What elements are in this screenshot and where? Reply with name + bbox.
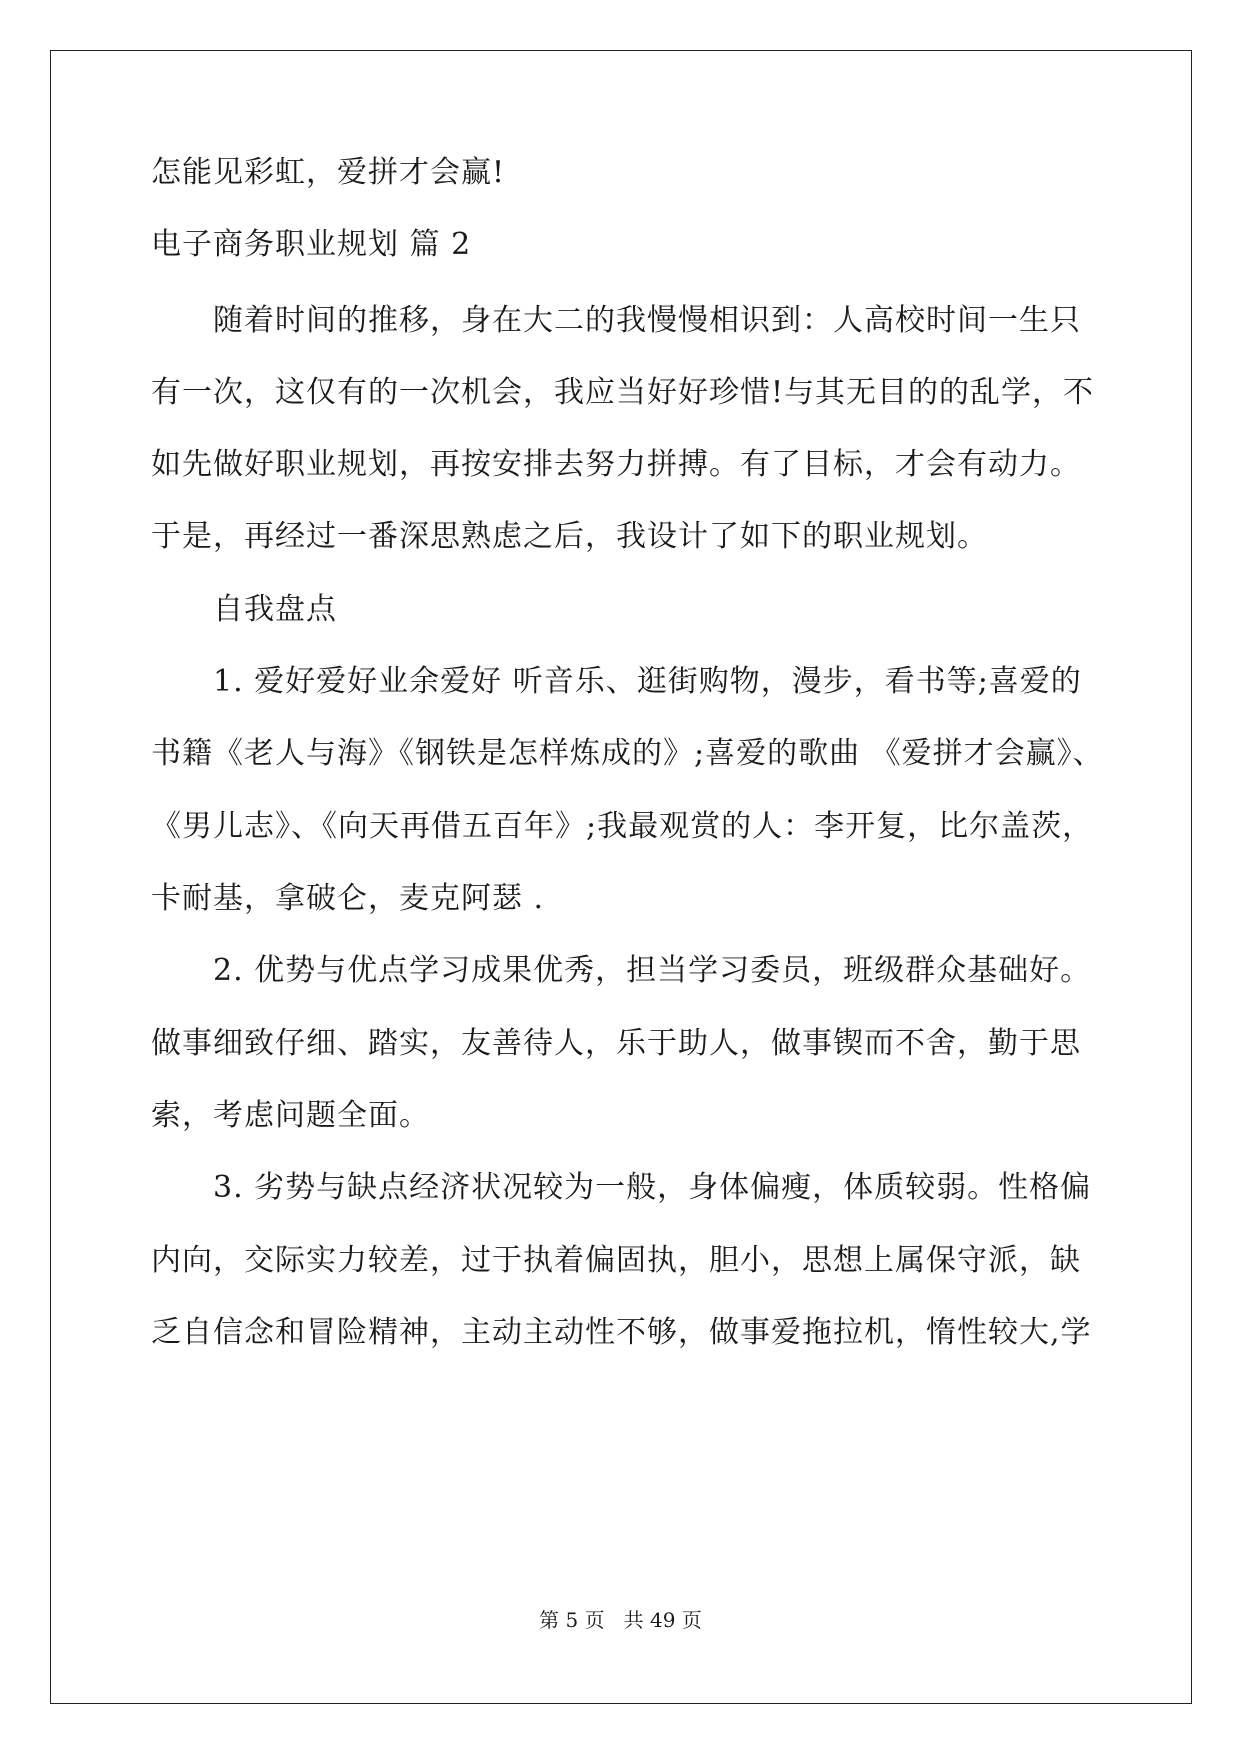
text-line: 卡耐基，拿破仑，麦克阿瑟 . [151, 881, 545, 916]
text-line: 有一次，这仅有的一次机会，我应当好好珍惜!与其无目的的乱学，不 [151, 375, 1095, 410]
text-line: 书籍《老人与海》《钢铁是怎样炼成的》;喜爱的歌曲 《爱拼才会赢》、 [151, 736, 1104, 771]
text-line: 内向，交际实力较差，过于执着偏固执，胆小，思想上属保守派，缺 [151, 1243, 1081, 1278]
page-number: 第 5 页 共 49 页 [539, 1608, 702, 1632]
text-line: 于是，再经过一番深思熟虑之后，我设计了如下的职业规划。 [151, 519, 988, 554]
text-line: 怎能见彩虹，爱拼才会赢! [151, 155, 506, 190]
text-line: 随着时间的推移，身在大二的我慢慢相识到：人高校时间一生只 [213, 303, 1081, 338]
text-line: 索，考虑问题全面。 [151, 1098, 430, 1133]
subheading: 自我盘点 [213, 592, 337, 627]
text-line: 3. 劣势与缺点经济状况较为一般，身体偏瘦，体质较弱。性格偏 [213, 1170, 1092, 1205]
page-border [50, 50, 1192, 1704]
text-line: 2. 优势与优点学习成果优秀，担当学习委员，班级群众基础好。 [213, 953, 1092, 988]
text-line: 1. 爱好爱好业余爱好 听音乐、逛街购物，漫步，看书等;喜爱的 [213, 664, 1082, 699]
text-line: 《男儿志》、《向天再借五百年》;我最观赏的人：李开复，比尔盖茨， [151, 809, 1094, 844]
text-line: 如先做好职业规划，再按安排去努力拼搏。有了目标，才会有动力。 [151, 447, 1081, 482]
section-heading: 电子商务职业规划 篇 2 [151, 227, 472, 262]
text-line: 做事细致仔细、踏实，友善待人，乐于助人，做事锲而不舍，勤于思 [151, 1026, 1081, 1061]
text-line: 乏自信念和冒险精神，主动主动性不够，做事爱拖拉机，惰性较大,学 [151, 1315, 1092, 1350]
